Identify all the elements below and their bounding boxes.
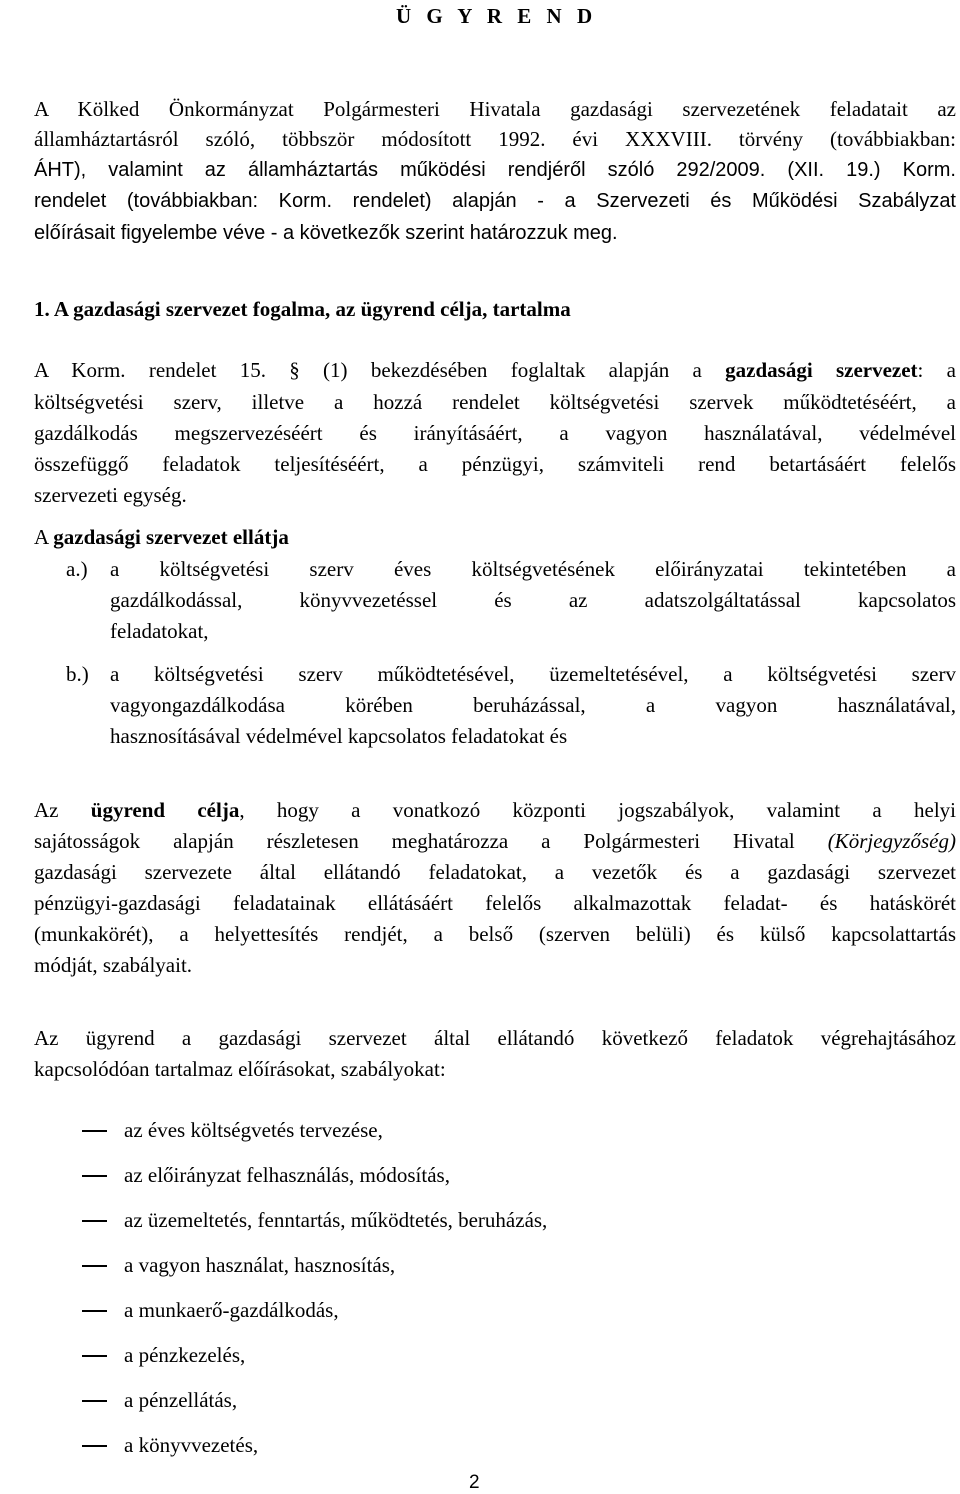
purpose-term: ügyrend célja <box>90 798 240 822</box>
definition-text-end: : a <box>917 358 956 382</box>
item-b-line-3: hasznosításával védelmével kapcsolatos feladatokat és <box>110 724 568 748</box>
definition-term: gazdasági szervezet <box>725 358 918 382</box>
task-label: a pénzellátás, <box>124 1388 238 1412</box>
task-label: az előirányzat felhasználás, módosítás, <box>124 1163 450 1187</box>
section-heading: 1. A gazdasági szervezet fogalma, az ügyrend célja, tartalma <box>34 297 571 321</box>
intro-line-2: államháztartásról szóló, többször módosított 1992. évi XXXVIII. törvény (továbbiakban: <box>34 127 956 151</box>
page-number: 2 <box>469 1472 480 1493</box>
purpose-line-5: (munkakörét), a helyettesítés rendjét, a belső (szerven belüli) és külső kapcsolattartás <box>34 922 956 946</box>
task-label: a könyvvezetés, <box>124 1433 259 1457</box>
item-a-line-1: a költségvetési szerv éves költségvetésének előirányzatai tekintetében a <box>110 557 956 581</box>
contains-line-1: Az ügyrend a gazdasági szervezet által ellátandó következő feladatok végrehajtásához <box>34 1026 956 1050</box>
intro-line-5: előírásait figyelembe véve - a következők szerint határozzuk meg. <box>34 222 618 244</box>
item-a-line-2: gazdálkodással, könyvvezetéssel és az adatszolgáltatással kapcsolatos <box>110 588 956 612</box>
purpose-line-6: módját, szabályait. <box>34 953 193 977</box>
dash-bullet-icon <box>82 1400 107 1402</box>
definition-text: A Korm. rendelet 15. § (1) bekezdésében foglaltak alapján a <box>34 358 726 382</box>
purpose-text-end: , hogy a vonatkozó központi jogszabályok, valamint a helyi <box>239 798 956 822</box>
dash-bullet-icon <box>82 1310 107 1312</box>
supply-heading <box>34 522 289 552</box>
dash-bullet-icon <box>82 1220 107 1222</box>
supply-heading-bold: gazdasági szervezet ellátja <box>53 525 289 549</box>
item-a-line-3: feladatokat, <box>110 619 209 643</box>
dash-bullet-icon <box>82 1130 107 1132</box>
intro-line-1: A Kölked Önkormányzat Polgármesteri Hivatala gazdasági szervezetének feladatait az <box>34 97 956 121</box>
purpose-line-4: pénzügyi-gazdasági feladatainak ellátásáért felelős alkalmazottak feladat- és hatáskörét <box>34 891 956 915</box>
definition-line-2: költségvetési szerv, illetve a hozzá rendelet költségvetési szervek működtetéséért, a <box>34 390 956 414</box>
item-b-line-1: a költségvetési szerv működtetésével, üzemeltetésével, a költségvetési szerv <box>110 662 956 686</box>
definition-line-1 <box>34 355 956 385</box>
definition-line-5: szervezeti egység. <box>34 483 187 507</box>
dash-bullet-icon <box>82 1355 107 1357</box>
contains-line-2: kapcsolódóan tartalmaz előírásokat, szabályokat: <box>34 1057 446 1081</box>
purpose-line-2 <box>34 826 956 856</box>
intro-line-4: rendelet (továbbiakban: Korm. rendelet) alapján - a Szervezeti és Működési Szabályzat <box>34 190 956 212</box>
definition-line-4: összefüggő feladatok teljesítéséért, a pénzügyi, számviteli rend betartásáért felelős <box>34 452 956 476</box>
task-label: az üzemeltetés, fenntartás, működtetés, beruházás, <box>124 1208 548 1232</box>
purpose-line-2-italic: (Körjegyzőség) <box>827 829 956 853</box>
item-b-line-2: vagyongazdálkodása körében beruházással, a vagyon használatával, <box>110 693 956 717</box>
dash-bullet-icon <box>82 1175 107 1177</box>
purpose-line-1 <box>34 795 956 825</box>
task-label: a pénzkezelés, <box>124 1343 246 1367</box>
task-label: a munkaerő-gazdálkodás, <box>124 1298 339 1322</box>
document-title: Ü G Y R E N D <box>396 4 598 28</box>
intro-line-3: ÁHT), valamint az államháztartás működési rendjéről szóló 292/2009. (XII. 19.) Korm. <box>34 159 956 181</box>
purpose-line-3: gazdasági szervezete által ellátandó feladatokat, a vezetők és a gazdasági szervezet <box>34 860 956 884</box>
purpose-text: Az <box>34 798 91 822</box>
dash-bullet-icon <box>82 1265 107 1267</box>
task-label: a vagyon használat, hasznosítás, <box>124 1253 396 1277</box>
purpose-line-2-text: sajátosságok alapján részletesen meghatározza a Polgármesteri Hivatal <box>34 829 828 853</box>
task-label: az éves költségvetés tervezése, <box>124 1118 383 1142</box>
item-a-marker: a.) <box>66 557 88 581</box>
item-b-marker: b.) <box>66 662 89 686</box>
definition-line-3: gazdálkodás megszervezéséért és irányításáért, a vagyon használatával, védelmével <box>34 421 956 445</box>
dash-bullet-icon <box>82 1445 107 1447</box>
supply-heading-text: A <box>34 525 54 549</box>
